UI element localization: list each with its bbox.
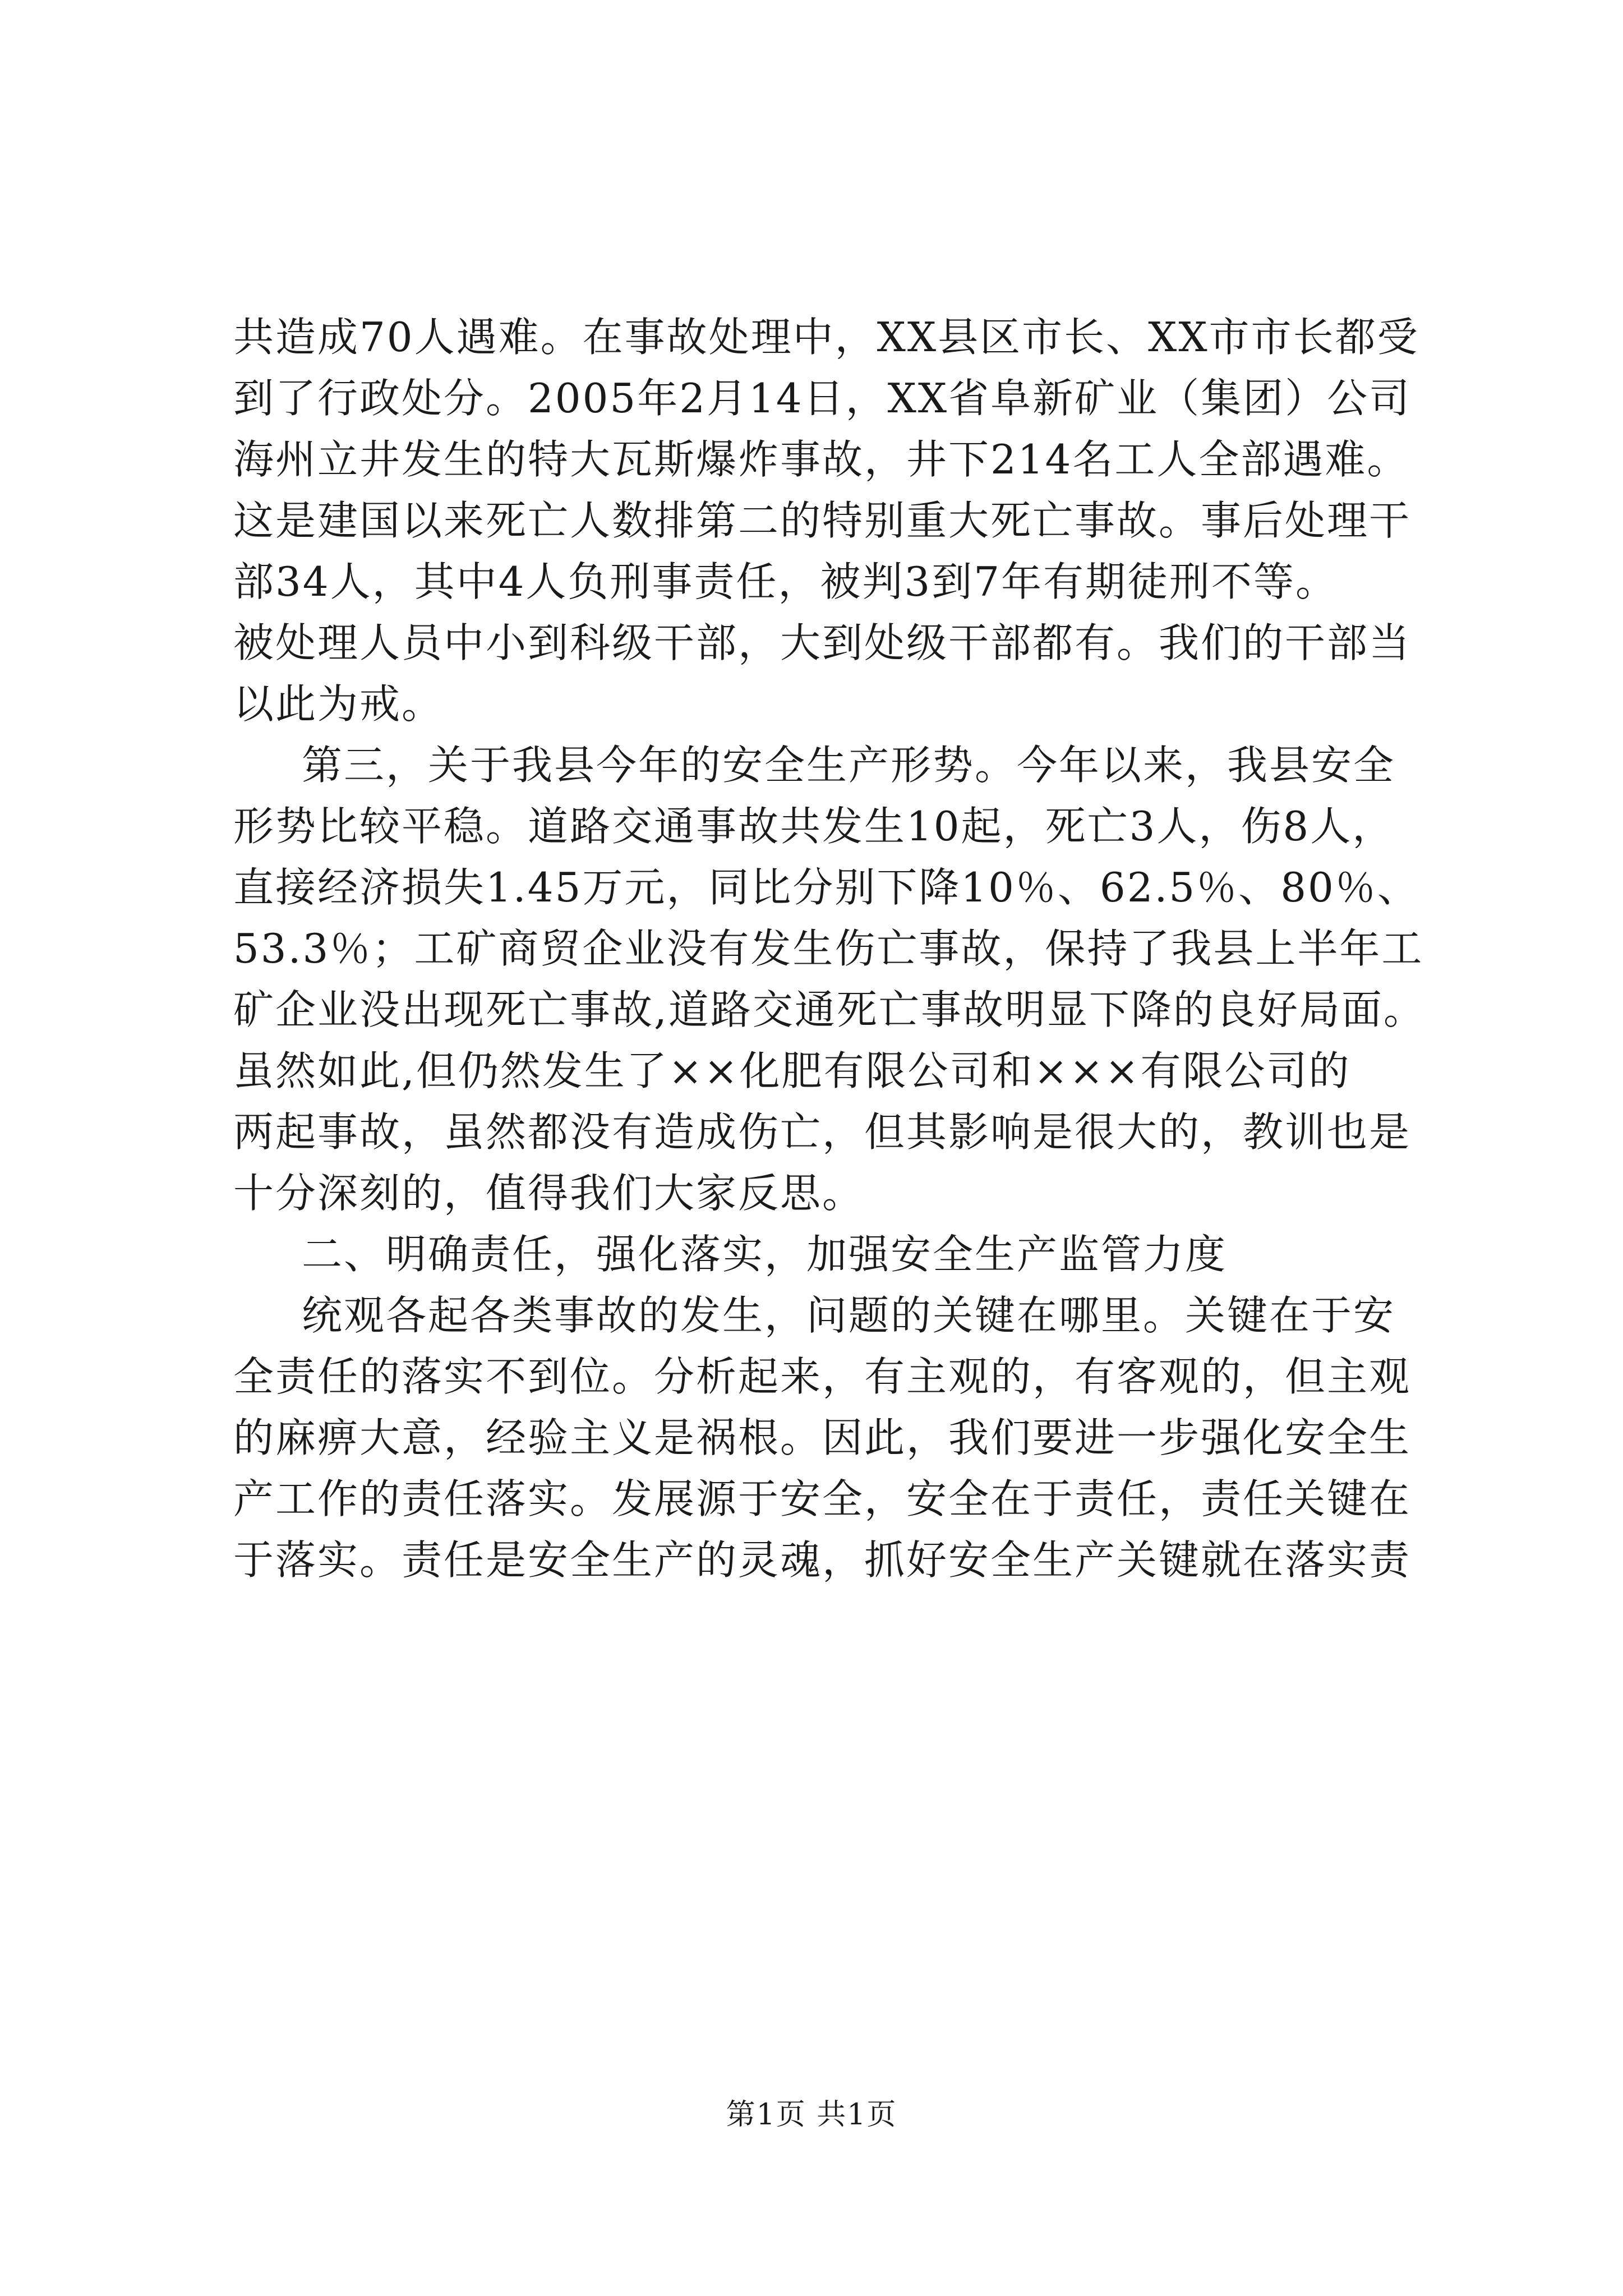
text-line: 以此为戒。	[233, 680, 444, 728]
text-line: 全责任的落实不到位。分析起来，有主观的，有客观的，但主观	[233, 1353, 1412, 1400]
page-number-footer: 第1页 共1页	[726, 2098, 897, 2132]
text-line: 的麻痹大意，经验主义是祸根。因此，我们要进一步强化安全生	[233, 1414, 1412, 1461]
text-line: 于落实。责任是安全生产的灵魂，抓好安全生产关键就在落实责	[233, 1536, 1412, 1584]
text-line: 海州立井发生的特大瓦斯爆炸事故，井下214名工人全部遇难。	[233, 436, 1409, 483]
text-line: 形势比较平稳。道路交通事故共发生10起，死亡3人，伤8人，	[233, 803, 1395, 850]
text-line: 被处理人员中小到科级干部，大到处级干部都有。我们的干部当	[233, 619, 1412, 666]
paragraph-start-line: 第三，关于我县今年的安全生产形势。今年以来，我县安全	[302, 742, 1396, 789]
text-line: 直接经济损失1.45万元，同比分别下降10％、62.5％、80％、	[233, 864, 1419, 911]
text-line: 两起事故，虽然都没有造成伤亡，但其影响是很大的，教训也是	[233, 1108, 1412, 1156]
text-line: 矿企业没出现死亡事故,道路交通死亡事故明显下降的良好局面。	[233, 986, 1426, 1033]
text-line: 这是建国以来死亡人数排第二的特别重大死亡事故。事后处理干	[233, 497, 1412, 544]
text-line: 虽然如此,但仍然发生了××化肥有限公司和×××有限公司的	[233, 1047, 1351, 1094]
text-line: 到了行政处分。2005年2月14日，XX省阜新矿业（集团）公司	[233, 375, 1412, 422]
text-line: 十分深刻的，值得我们大家反思。	[233, 1170, 865, 1217]
paragraph-start-line: 统观各起各类事故的发生，问题的关键在哪里。关键在于安	[302, 1292, 1396, 1339]
section-heading: 二、明确责任，强化落实，加强安全生产监管力度	[302, 1231, 1228, 1278]
text-line: 53.3％；工矿商贸企业没有发生伤亡事故，保持了我县上半年工	[233, 925, 1424, 972]
text-line: 产工作的责任落实。发展源于安全，安全在于责任，责任关键在	[233, 1475, 1412, 1522]
text-line: 共造成70人遇难。在事故处理中，XX县区市长、XX市市长都受	[233, 314, 1419, 361]
text-line: 部34人，其中4人负刑事责任，被判3到7年有期徒刑不等。	[233, 558, 1338, 605]
